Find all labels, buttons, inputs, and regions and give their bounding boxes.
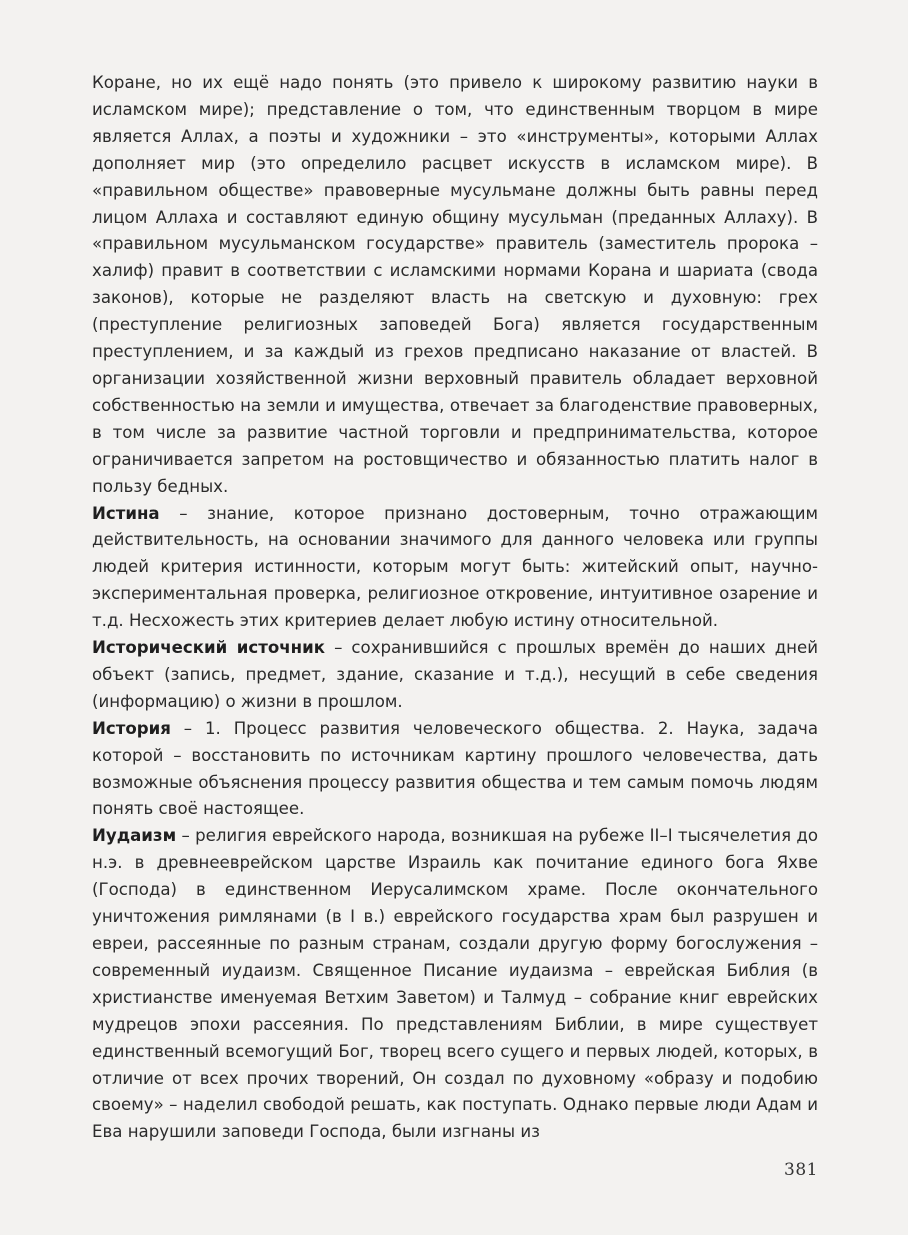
entry-term: Исторический источник bbox=[92, 638, 326, 658]
glossary-entry-istoricheskiy-istochnik bbox=[92, 635, 818, 716]
entry-definition: – знание, которое признано достоверным, точно отражающим действительность, на основании значимого для данного человека или группы людей критерия истинности, которым могут быть: житейский опыт, научно-экспериментальная проверка, религиозное откровение, интуитивное озарение и т.д. Несхожесть этих критериев делает любую истину относительной. bbox=[92, 503, 818, 631]
entry-term: Истина bbox=[92, 503, 160, 523]
entry-term: История bbox=[92, 718, 171, 738]
continuation-paragraph: Коране, но их ещё надо понять (это привело к широкому развитию науки в исламском мире); представление о том, что единственным творцом в мире является Аллах, а поэты и художники – это «инструменты», которыми Аллах дополняет мир (это определило расцвет искусств в исламском мире). В «правильном обществе» правоверные мусульмане должны быть равны перед лицом Аллаха и составляют единую общину мусульман (преданных Аллаху). В «правильном мусульманском государстве» правитель (заместитель пророка – халиф) правит в соответствии с исламскими нормами Корана и шариата (свода законов), которые не разделяют власть на светскую и духовную: грех (преступление религиозных заповедей Бога) является государственным преступлением, и за каждый из грехов предписано наказание от властей. В организации хозяйственной жизни верховный правитель обладает верховной собственностью на земли и имущества, отвечает за благоденствие правоверных, в том числе за развитие частной торговли и предпринимательства, которое ограничивается запретом на ростовщичество и обязанностью платить налог в пользу бедных. bbox=[92, 73, 818, 496]
entry-definition: – 1. Процесс развития человеческого общества. 2. Наука, задача которой – восстановить по источникам картину прошлого человечества, дать возможные объяснения процессу развития общества и тем самым помочь людям понять своё настоящее. bbox=[92, 718, 818, 819]
glossary-entry-iudaizm bbox=[92, 823, 818, 1146]
entry-term: Иудаизм bbox=[92, 826, 177, 846]
page-number: 381 bbox=[784, 1160, 818, 1180]
entry-definition: – религия еврейского народа, возникшая на рубеже II–I тысячелетия до н.э. в древнееврейском царстве Израиль как почитание единого бога Яхве (Господа) в единственном Иерусалимском храме. После окончательного уничтожения римлянами (в I в.) еврейского государства храм был разрушен и евреи, рассеянные по разным странам, создали другую форму богослужения – современный иудаизм. Священное Писание иудаизма – еврейская Библия (в христианстве именуемая Ветхим Заветом) и Талмуд – собрание книг еврейских мудрецов эпохи рассеяния. По представлениям Библии, в мире существует единственный всемогущий Бог, творец всего сущего и первых людей, которых, в отличие от всех прочих творений, Он создал по духовному «образу и подобию своему» – наделил свободой решать, как поступать. Однако первые люди Адам и Ева нарушили заповеди Господа, были изгнаны из bbox=[92, 826, 818, 1142]
glossary-entry-istina bbox=[92, 501, 818, 636]
glossary-entry-istoriya bbox=[92, 716, 818, 824]
page-body bbox=[92, 70, 818, 1146]
entry-definition: – сохранившийся с прошлых времён до наших дней объект (запись, предмет, здание, сказание и т.д.), несущий в себе сведения (информацию) о жизни в прошлом. bbox=[92, 638, 819, 711]
